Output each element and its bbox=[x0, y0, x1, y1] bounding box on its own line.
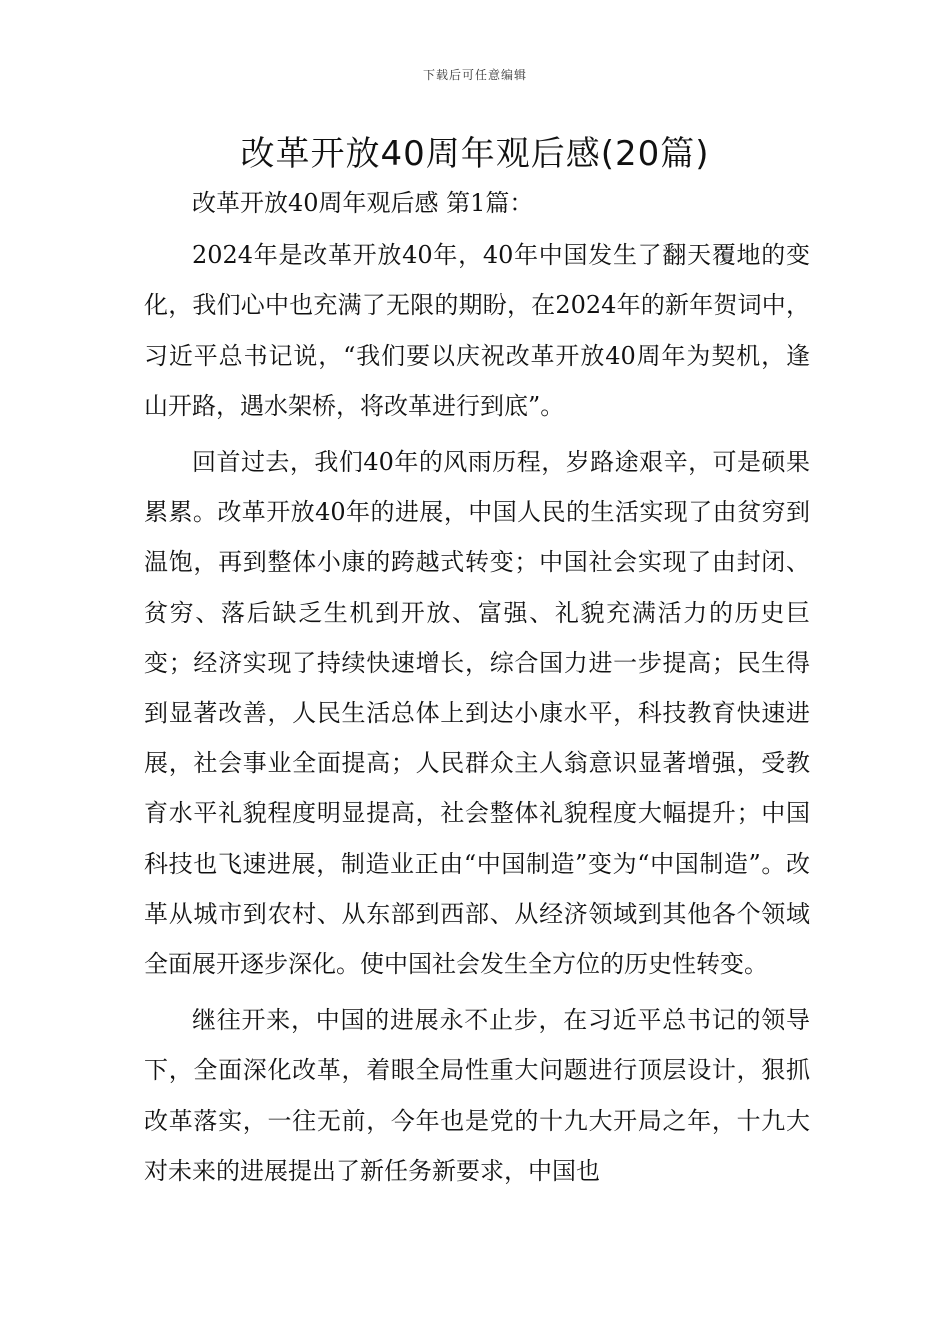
document-title: 改革开放40周年观后感(20篇) bbox=[240, 134, 710, 174]
section-subheading: 改革开放40周年观后感 第1篇： bbox=[192, 189, 534, 217]
paragraph-1: 2024年是改革开放40年，40年中国发生了翻天覆地的变化，我们心中也充满了无限的期盼，在2024年的新年贺词中，习近平总书记说，“我们要以庆祝改革开放40周年为契机，逢山开路，遇水架桥，将改革进行到底”。 bbox=[144, 241, 810, 420]
document-body bbox=[144, 178, 810, 1196]
paragraph-3: 继往开来，中国的进展永不止步，在习近平总书记的领导下，全面深化改革，着眼全局性重大问题进行顶层设计，狠抓改革落实，一往无前，今年也是党的十九大开局之年，十九大对未来的进展提出了新任务新要求，中国也 bbox=[144, 1006, 810, 1185]
paragraph-2: 回首过去，我们40年的风雨历程，岁路途艰辛，可是硕果累累。改革开放40年的进展，中国人民的生活实现了由贫穷到温饱，再到整体小康的跨越式转变；中国社会实现了由封闭、贫穷、落后缺乏生机到开放、富强、礼貌充满活力的历史巨变；经济实现了持续快速增长，综合国力进一步提高；民生得到显著改善，人民生活总体上到达小康水平，科技教育快速进展，社会事业全面提高；人民群众主人翁意识显著增强，受教育水平礼貌程度明显提高，社会整体礼貌程度大幅提升；中国科技也飞速进展，制造业正由“中国制造”变为“中国制造”。改革从城市到农村、从东部到西部、从经济领域到其他各个领域全面展开逐步深化。使中国社会发生全方位的历史性转变。 bbox=[144, 448, 810, 979]
header-note: 下载后可任意编辑 bbox=[422, 68, 527, 82]
